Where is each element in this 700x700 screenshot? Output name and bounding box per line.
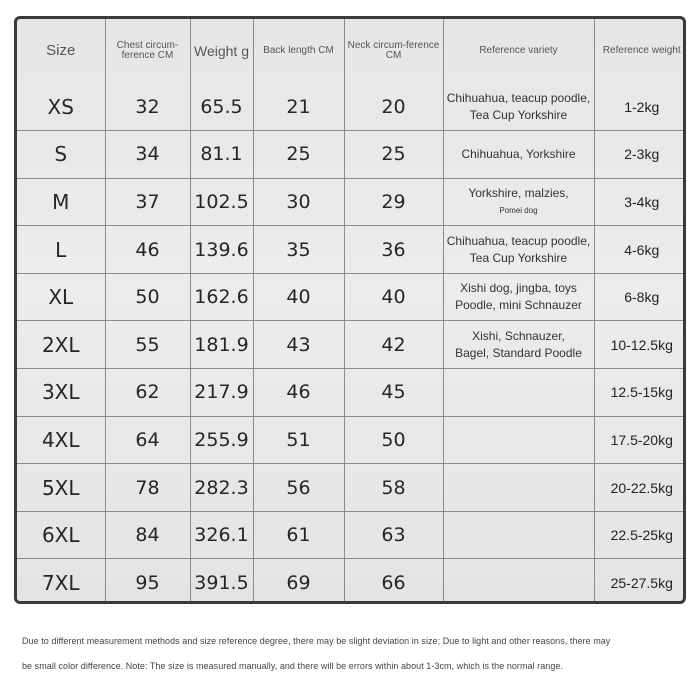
variety-line-2: Poodle, mini Schnauzer <box>455 298 582 313</box>
cell-weight: 181.9 <box>190 321 253 369</box>
cell-reference-weight: 20-22.5kg <box>594 464 686 512</box>
cell-chest: 37 <box>105 178 190 226</box>
header-weight: Weight g <box>190 19 253 83</box>
cell-neck: 45 <box>344 369 443 417</box>
cell-size: XS <box>17 83 105 131</box>
cell-chest: 64 <box>105 416 190 464</box>
table-row <box>17 511 686 559</box>
cell-neck: 25 <box>344 131 443 179</box>
cell-size: M <box>17 178 105 226</box>
table-row <box>17 559 686 604</box>
cell-size: 7XL <box>17 559 105 604</box>
cell-weight: 326.1 <box>190 511 253 559</box>
cell-size: 4XL <box>17 416 105 464</box>
header-reference-weight: Reference weight <box>594 19 686 83</box>
table-row <box>17 369 686 417</box>
table-row <box>17 464 686 512</box>
cell-chest: 34 <box>105 131 190 179</box>
table-row <box>17 273 686 321</box>
cell-back-length: 25 <box>253 131 344 179</box>
cell-chest: 95 <box>105 559 190 604</box>
cell-reference-variety <box>443 178 594 226</box>
cell-neck: 58 <box>344 464 443 512</box>
variety-line-1: Chihuahua, teacup poodle, <box>446 90 591 105</box>
cell-reference-weight: 1-2kg <box>594 83 686 131</box>
cell-size: S <box>17 131 105 179</box>
size-chart <box>14 16 686 604</box>
cell-reference-variety <box>443 131 594 179</box>
header-row <box>17 19 686 83</box>
cell-reference-variety <box>443 369 594 417</box>
cell-reference-variety <box>443 321 594 369</box>
cell-chest: 55 <box>105 321 190 369</box>
cell-chest: 84 <box>105 511 190 559</box>
cell-reference-variety <box>443 273 594 321</box>
header-size: Size <box>17 19 105 83</box>
header-neck: Neck circum-ference CM <box>344 19 443 83</box>
cell-reference-weight: 22.5-25kg <box>594 511 686 559</box>
table-row <box>17 131 686 179</box>
cell-back-length: 35 <box>253 226 344 274</box>
cell-weight: 282.3 <box>190 464 253 512</box>
cell-weight: 65.5 <box>190 83 253 131</box>
variety-line-2: Bagel, Standard Poodle <box>455 345 582 360</box>
cell-weight: 102.5 <box>190 178 253 226</box>
variety-line-2: Tea Cup Yorkshire <box>469 107 568 122</box>
cell-neck: 66 <box>344 559 443 604</box>
cell-back-length: 21 <box>253 83 344 131</box>
cell-neck: 40 <box>344 273 443 321</box>
cell-size: L <box>17 226 105 274</box>
table-row <box>17 226 686 274</box>
cell-back-length: 30 <box>253 178 344 226</box>
cell-reference-weight: 2-3kg <box>594 131 686 179</box>
cell-size: XL <box>17 273 105 321</box>
cell-neck: 36 <box>344 226 443 274</box>
cell-reference-variety <box>443 559 594 604</box>
cell-reference-weight: 12.5-15kg <box>594 369 686 417</box>
variety-line-1: Xishi dog, jingba, toys <box>460 281 577 296</box>
footnote-line-1: Due to different measurement methods and size reference degree, there may be slight deviation in size; Due to light and other reasons, there may <box>22 636 611 646</box>
cell-back-length: 43 <box>253 321 344 369</box>
cell-neck: 42 <box>344 321 443 369</box>
header-back-length: Back length CM <box>253 19 344 83</box>
table-row <box>17 83 686 131</box>
cell-back-length: 51 <box>253 416 344 464</box>
cell-size: 6XL <box>17 511 105 559</box>
cell-neck: 63 <box>344 511 443 559</box>
variety-line-1: Chihuahua, teacup poodle, <box>446 233 591 248</box>
header-chest: Chest circum-ference CM <box>105 19 190 83</box>
cell-weight: 255.9 <box>190 416 253 464</box>
cell-neck: 50 <box>344 416 443 464</box>
variety-line-2: Tea Cup Yorkshire <box>469 250 568 265</box>
cell-reference-variety <box>443 416 594 464</box>
cell-reference-variety <box>443 511 594 559</box>
cell-size: 3XL <box>17 369 105 417</box>
cell-chest: 78 <box>105 464 190 512</box>
cell-chest: 50 <box>105 273 190 321</box>
cell-back-length: 40 <box>253 273 344 321</box>
variety-line-2: Pomei dog <box>499 205 538 215</box>
variety-line-1: Yorkshire, malzies, <box>468 185 569 200</box>
cell-reference-weight: 17.5-20kg <box>594 416 686 464</box>
cell-neck: 29 <box>344 178 443 226</box>
cell-back-length: 56 <box>253 464 344 512</box>
table-row <box>17 321 686 369</box>
header-reference-variety: Reference variety <box>443 19 594 83</box>
cell-weight: 391.5 <box>190 559 253 604</box>
cell-reference-weight: 10-12.5kg <box>594 321 686 369</box>
table-row <box>17 416 686 464</box>
cell-reference-weight: 25-27.5kg <box>594 559 686 604</box>
cell-weight: 81.1 <box>190 131 253 179</box>
cell-chest: 32 <box>105 83 190 131</box>
cell-size: 2XL <box>17 321 105 369</box>
table-row <box>17 178 686 226</box>
cell-weight: 217.9 <box>190 369 253 417</box>
variety-line-1: Chihuahua, Yorkshire <box>461 146 576 161</box>
cell-reference-variety <box>443 464 594 512</box>
cell-chest: 46 <box>105 226 190 274</box>
cell-weight: 162.6 <box>190 273 253 321</box>
size-table <box>17 19 686 604</box>
cell-reference-weight: 4-6kg <box>594 226 686 274</box>
cell-weight: 139.6 <box>190 226 253 274</box>
cell-reference-weight: 3-4kg <box>594 178 686 226</box>
footnote-line-2: be small color difference. Note: The size is measured manually, and there will be errors within about 1-3cm, which is the normal range. <box>22 661 564 671</box>
cell-back-length: 61 <box>253 511 344 559</box>
cell-neck: 20 <box>344 83 443 131</box>
cell-back-length: 69 <box>253 559 344 604</box>
cell-reference-weight: 6-8kg <box>594 273 686 321</box>
cell-chest: 62 <box>105 369 190 417</box>
cell-reference-variety <box>443 83 594 131</box>
cell-back-length: 46 <box>253 369 344 417</box>
variety-line-1: Xishi, Schnauzer, <box>472 328 565 343</box>
cell-reference-variety <box>443 226 594 274</box>
cell-size: 5XL <box>17 464 105 512</box>
